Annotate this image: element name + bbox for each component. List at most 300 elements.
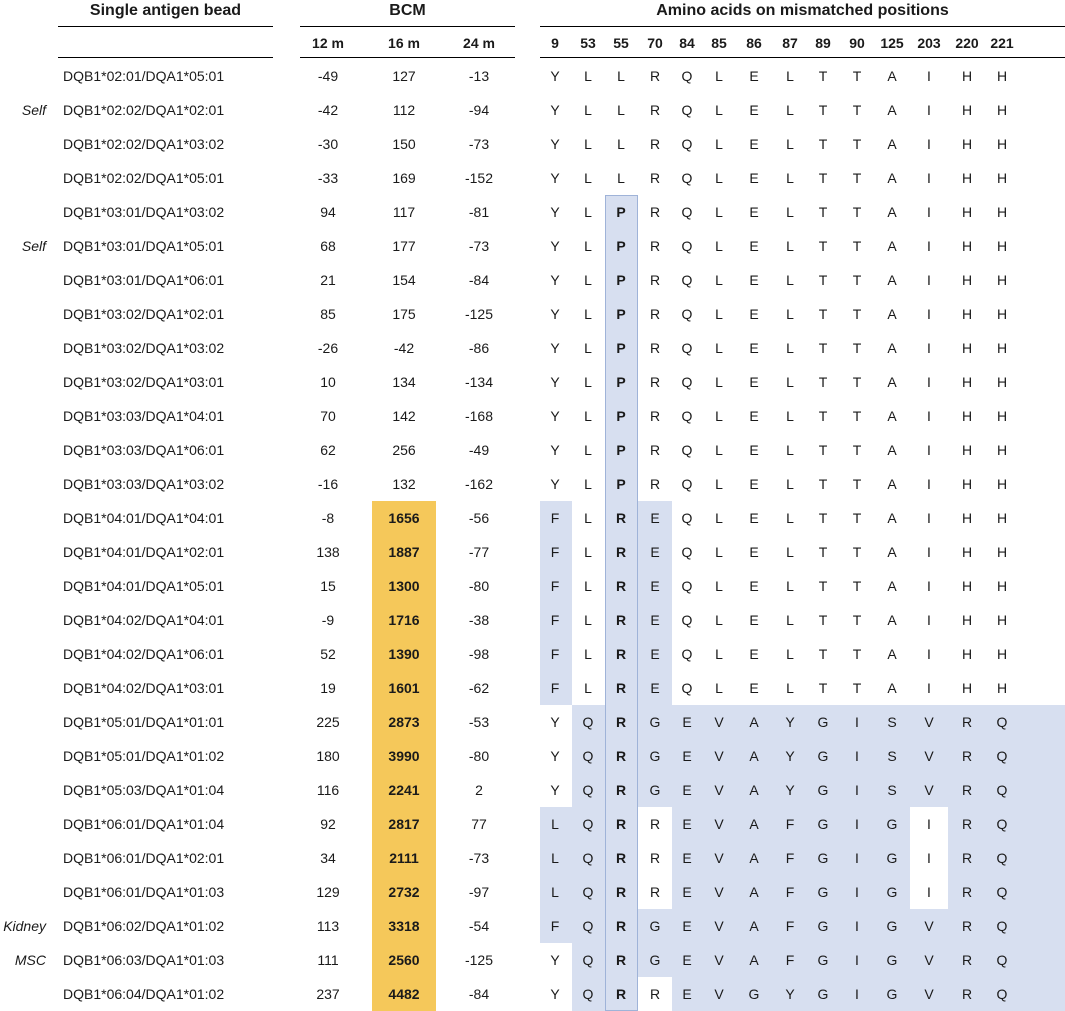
amino-acid-cell: G (649, 748, 661, 764)
amino-acid-cell: R (615, 714, 627, 730)
table-row (0, 195, 1065, 229)
bcm-value-12m: 10 (320, 374, 336, 390)
amino-acid-cell: E (682, 782, 692, 798)
amino-acid-cell: T (818, 612, 828, 628)
amino-acid-cell: A (749, 884, 759, 900)
table-row (0, 739, 1065, 773)
amino-acid-cell: V (714, 782, 724, 798)
amino-acid-cell: A (749, 782, 759, 798)
bcm-value-16m: 154 (392, 272, 416, 288)
table-row (0, 773, 1065, 807)
amino-acid-cell: T (818, 646, 828, 662)
amino-acid-cell: L (584, 646, 592, 662)
amino-acid-cell: G (649, 918, 661, 934)
position-col-header: 85 (711, 35, 727, 51)
amino-acid-cell: Q (681, 408, 693, 424)
amino-acid-cell: H (996, 544, 1008, 560)
amino-acid-cell: V (714, 884, 724, 900)
amino-acid-cell: L (715, 170, 723, 186)
amino-acid-cell: Q (681, 204, 693, 220)
table-row (0, 161, 1065, 195)
amino-acid-cell: Y (785, 986, 795, 1002)
amino-acid-cell: T (852, 170, 862, 186)
amino-acid-cell: E (682, 884, 692, 900)
antigen-name: DQB1*06:04/DQA1*01:02 (63, 986, 225, 1002)
table-row (0, 671, 1065, 705)
bcm-value-12m: 62 (320, 442, 336, 458)
bcm-value-12m: 85 (320, 306, 336, 322)
amino-acid-cell: A (749, 850, 759, 866)
amino-acid-cell: G (817, 748, 829, 764)
amino-acid-cell: I (927, 544, 931, 560)
amino-acid-cell: G (748, 986, 760, 1002)
bcm-value-16m: 127 (392, 68, 416, 84)
amino-acid-cell: T (818, 374, 828, 390)
amino-acid-cell: Q (681, 238, 693, 254)
bcm-value-16m: 132 (392, 476, 416, 492)
amino-acid-cell: Q (681, 578, 693, 594)
table-row (0, 603, 1065, 637)
amino-acid-cell: E (749, 238, 759, 254)
amino-acid-cell: R (615, 782, 627, 798)
bcm-value-16m: 142 (392, 408, 416, 424)
amino-acid-cell: A (749, 748, 759, 764)
position-col-header: 70 (647, 35, 663, 51)
antigen-name: DQB1*05:03/DQA1*01:04 (63, 782, 225, 798)
antigen-name: DQB1*03:03/DQA1*03:02 (63, 476, 225, 492)
amino-acid-cell: G (886, 884, 898, 900)
position-col-header: 221 (990, 35, 1014, 51)
amino-acid-cell: L (786, 510, 794, 526)
amino-acid-cell: V (924, 952, 934, 968)
amino-acid-cell: H (961, 136, 973, 152)
amino-acid-cell: E (749, 680, 759, 696)
amino-acid-cell: Y (550, 306, 560, 322)
amino-acid-cell: H (961, 102, 973, 118)
amino-acid-cell: R (961, 952, 973, 968)
amino-acid-cell: E (682, 952, 692, 968)
amino-acid-cell: I (927, 136, 931, 152)
amino-acid-cell: H (996, 272, 1008, 288)
bcm-value-12m: 34 (320, 850, 336, 866)
amino-acid-cell: Y (550, 408, 560, 424)
amino-acid-cell: Q (681, 612, 693, 628)
amino-acid-cell: L (584, 204, 592, 220)
amino-acid-cell: G (817, 816, 829, 832)
amino-acid-cell: F (785, 884, 795, 900)
bcm-value-16m: 1656 (388, 510, 420, 526)
amino-acid-cell: H (961, 374, 973, 390)
antigen-name: DQB1*04:02/DQA1*03:01 (63, 680, 225, 696)
table-row (0, 433, 1065, 467)
table-row (0, 297, 1065, 331)
amino-acid-cell: I (927, 578, 931, 594)
amino-acid-cell: E (682, 816, 692, 832)
amino-acid-cell: L (715, 204, 723, 220)
amino-acid-cell: R (649, 272, 661, 288)
amino-acid-cell: A (887, 374, 897, 390)
amino-acid-cell: L (617, 68, 625, 84)
amino-acid-cell: H (961, 476, 973, 492)
bcm-value-24m: -162 (464, 476, 494, 492)
amino-acid-cell: T (852, 680, 862, 696)
bcm-value-24m: -84 (468, 986, 490, 1002)
amino-acid-cell: R (649, 816, 661, 832)
bcm-value-12m: 21 (320, 272, 336, 288)
amino-acid-cell: Q (681, 170, 693, 186)
amino-acid-cell: H (961, 646, 973, 662)
amino-acid-cell: L (584, 544, 592, 560)
amino-acid-cell: I (927, 816, 931, 832)
amino-acid-cell: G (817, 714, 829, 730)
amino-acid-cell: G (649, 782, 661, 798)
antigen-name: DQB1*05:01/DQA1*01:02 (63, 748, 225, 764)
amino-acid-cell: L (786, 340, 794, 356)
amino-acid-cell: L (715, 612, 723, 628)
bcm-value-24m: -152 (464, 170, 494, 186)
amino-acid-cell: R (649, 442, 661, 458)
amino-acid-cell: I (855, 884, 859, 900)
amino-acid-cell: I (855, 850, 859, 866)
amino-acid-cell: I (927, 646, 931, 662)
antigen-name: DQB1*03:03/DQA1*04:01 (63, 408, 225, 424)
bcm-value-12m: 113 (316, 918, 340, 934)
amino-acid-cell: T (852, 476, 862, 492)
amino-acid-cell: R (615, 918, 627, 934)
amino-acid-cell: H (996, 408, 1008, 424)
amino-acid-cell: I (927, 680, 931, 696)
row-group-label: Self (21, 102, 46, 118)
antigen-name: DQB1*06:01/DQA1*02:01 (63, 850, 225, 866)
amino-acid-cell: E (650, 510, 660, 526)
position-col-header: 86 (746, 35, 762, 51)
amino-acid-cell: R (961, 816, 973, 832)
amino-acid-cell: A (887, 544, 897, 560)
amino-acid-cell: T (852, 272, 862, 288)
amino-acid-cell: A (887, 170, 897, 186)
amino-acid-cell: Q (996, 816, 1008, 832)
bcm-value-16m: 150 (392, 136, 416, 152)
amino-acid-cell: H (996, 238, 1008, 254)
amino-acid-cell: R (649, 374, 661, 390)
table-row (0, 263, 1065, 297)
antigen-name: DQB1*05:01/DQA1*01:01 (63, 714, 225, 730)
bcm-value-12m: 116 (316, 782, 340, 798)
amino-acid-cell: Q (681, 442, 693, 458)
bcm-col-header: 24 m (463, 35, 495, 51)
amino-acid-cell: H (996, 306, 1008, 322)
amino-acid-cell: V (924, 748, 934, 764)
table-row (0, 59, 1065, 93)
amino-acid-cell: F (785, 850, 795, 866)
amino-acid-cell: T (818, 340, 828, 356)
amino-acid-cell: G (817, 918, 829, 934)
amino-acid-cell: S (887, 748, 897, 764)
amino-acid-cell: R (649, 306, 661, 322)
amino-acid-cell: P (616, 238, 626, 254)
position-col-header: 84 (679, 35, 695, 51)
amino-acid-cell: H (961, 306, 973, 322)
amino-acid-cell: Y (785, 714, 795, 730)
amino-acid-cell: H (996, 646, 1008, 662)
amino-acid-cell: H (996, 612, 1008, 628)
bcm-value-24m: -81 (468, 204, 490, 220)
amino-acid-cell: H (961, 204, 973, 220)
position-col-header: 203 (917, 35, 941, 51)
amino-acid-cell: Q (681, 102, 693, 118)
amino-acid-cell: Q (681, 680, 693, 696)
amino-acid-cell: L (584, 408, 592, 424)
amino-acid-cell: E (749, 578, 759, 594)
amino-acid-cell: T (818, 306, 828, 322)
table-row (0, 841, 1065, 875)
amino-acid-cell: Q (582, 748, 594, 764)
antigen-name: DQB1*04:01/DQA1*04:01 (63, 510, 225, 526)
bcm-value-16m: 1300 (388, 578, 420, 594)
amino-acid-cell: A (887, 68, 897, 84)
bcm-value-24m: -80 (468, 748, 490, 764)
bcm-value-16m: 1887 (388, 544, 420, 560)
amino-acid-cell: E (749, 102, 759, 118)
row-group-label: MSC (14, 952, 46, 968)
amino-acid-cell: L (584, 612, 592, 628)
amino-acid-cell: R (615, 748, 627, 764)
table-row (0, 467, 1065, 501)
bcm-value-12m: -49 (317, 68, 339, 84)
bcm-value-12m: 180 (316, 748, 340, 764)
amino-acid-cell: H (996, 102, 1008, 118)
bcm-value-16m: 1716 (388, 612, 420, 628)
amino-acid-cell: T (818, 680, 828, 696)
amino-acid-cell: E (749, 272, 759, 288)
amino-acid-cell: H (996, 374, 1008, 390)
bcm-value-16m: 2732 (388, 884, 420, 900)
amino-acid-cell: R (649, 476, 661, 492)
amino-acid-cell: R (649, 68, 661, 84)
amino-acid-cell: A (749, 816, 759, 832)
amino-acid-cell: I (927, 272, 931, 288)
bcm-value-16m: 1390 (388, 646, 420, 662)
amino-acid-cell: Q (582, 850, 594, 866)
amino-acid-cell: L (584, 306, 592, 322)
bcm-header: BCM (389, 2, 426, 19)
amino-acid-cell: H (961, 68, 973, 84)
amino-acid-cell: L (715, 442, 723, 458)
amino-acid-cell: G (817, 952, 829, 968)
amino-acid-cell: T (818, 102, 828, 118)
amino-acid-cell: L (584, 136, 592, 152)
amino-acid-cell: R (961, 850, 973, 866)
amino-acid-cell: G (817, 850, 829, 866)
antigen-header: Single antigen bead (89, 2, 242, 19)
amino-acid-cell: R (961, 748, 973, 764)
amino-acids-header: Amino acids on mismatched positions (656, 2, 949, 19)
amino-acid-cell: F (550, 510, 560, 526)
amino-acid-cell: A (887, 408, 897, 424)
antigen-name: DQB1*03:02/DQA1*03:01 (63, 374, 225, 390)
amino-acid-cell: H (996, 476, 1008, 492)
bcm-value-12m: -16 (317, 476, 339, 492)
amino-acid-cell: E (682, 714, 692, 730)
amino-acid-cell: V (714, 850, 724, 866)
bcm-header-rule (300, 26, 515, 27)
bcm-value-16m: 2560 (388, 952, 420, 968)
amino-acid-cell: E (749, 442, 759, 458)
amino-acid-cell: S (887, 714, 897, 730)
amino-acid-cell: Q (681, 272, 693, 288)
amino-acid-cell: H (961, 340, 973, 356)
bcm-value-24m: -73 (468, 850, 490, 866)
bcm-value-24m: -84 (468, 272, 490, 288)
amino-acid-cell: H (996, 578, 1008, 594)
bcm-value-24m: -134 (464, 374, 494, 390)
amino-acid-cell: A (887, 306, 897, 322)
amino-acid-cell: L (584, 374, 592, 390)
antigen-name: DQB1*06:03/DQA1*01:03 (63, 952, 225, 968)
amino-acid-cell: L (715, 646, 723, 662)
amino-acid-cell: L (584, 238, 592, 254)
amino-acid-cell: H (961, 578, 973, 594)
amino-acid-cell: H (996, 680, 1008, 696)
amino-acid-cell: F (550, 918, 560, 934)
amino-acid-cell: L (584, 476, 592, 492)
amino-acid-cell: L (786, 646, 794, 662)
amino-acid-cell: E (682, 850, 692, 866)
amino-acid-cell: L (715, 306, 723, 322)
amino-acid-cell: P (616, 408, 626, 424)
amino-acid-cell: P (616, 272, 626, 288)
amino-acid-cell: Q (582, 782, 594, 798)
amino-acid-cell: T (852, 102, 862, 118)
amino-acid-cell: F (785, 816, 795, 832)
amino-acid-cell: V (714, 918, 724, 934)
amino-acid-cell: L (715, 578, 723, 594)
amino-acid-cell: L (715, 68, 723, 84)
amino-acid-cell: Y (550, 340, 560, 356)
amino-acid-cell: L (786, 442, 794, 458)
amino-acid-cell: R (649, 238, 661, 254)
amino-acid-cell: Q (996, 884, 1008, 900)
amino-acid-cell: R (961, 782, 973, 798)
amino-acid-cell: L (786, 204, 794, 220)
bcm-value-12m: 94 (320, 204, 336, 220)
amino-acid-cell: G (886, 986, 898, 1002)
antigen-name: DQB1*02:02/DQA1*05:01 (63, 170, 225, 186)
amino-acid-cell: L (584, 578, 592, 594)
amino-acid-cell: R (649, 408, 661, 424)
amino-acid-cell: H (996, 170, 1008, 186)
amino-acid-cell: R (649, 884, 661, 900)
amino-subheader-rule (540, 57, 1065, 58)
amino-acid-cell: E (749, 646, 759, 662)
amino-acid-cell: R (615, 850, 627, 866)
amino-acid-cell: H (961, 510, 973, 526)
position-col-header: 89 (815, 35, 831, 51)
bcm-value-24m: -13 (468, 68, 490, 84)
amino-acid-cell: H (961, 612, 973, 628)
amino-acid-cell: L (715, 136, 723, 152)
amino-acid-cell: E (650, 646, 660, 662)
position-col-header: 87 (782, 35, 798, 51)
bcm-value-24m: -77 (468, 544, 490, 560)
amino-acid-cell: E (749, 170, 759, 186)
amino-header-rule (540, 26, 1065, 27)
bcm-value-24m: -125 (464, 952, 494, 968)
bcm-value-16m: 177 (392, 238, 416, 254)
amino-acid-cell: H (996, 136, 1008, 152)
amino-acid-cell: V (924, 782, 934, 798)
table-row (0, 705, 1065, 739)
bcm-value-16m: 3318 (388, 918, 420, 934)
amino-acid-cell: Q (681, 510, 693, 526)
antigen-name: DQB1*02:01/DQA1*05:01 (63, 68, 225, 84)
antigen-name: DQB1*06:01/DQA1*01:04 (63, 816, 225, 832)
table-row (0, 93, 1065, 127)
amino-acid-cell: H (961, 272, 973, 288)
amino-acid-cell: T (852, 544, 862, 560)
amino-acid-cell: Q (582, 986, 594, 1002)
amino-acid-cell: Y (550, 102, 560, 118)
amino-acid-cell: Y (550, 714, 560, 730)
table-row (0, 637, 1065, 671)
amino-acid-cell: T (818, 442, 828, 458)
bcm-value-24m: 77 (471, 816, 487, 832)
amino-acid-cell: L (715, 102, 723, 118)
amino-acid-cell: A (887, 646, 897, 662)
bcm-value-24m: -168 (464, 408, 494, 424)
bcm-value-24m: -38 (468, 612, 490, 628)
table-row (0, 909, 1065, 943)
amino-acid-cell: A (887, 612, 897, 628)
amino-acid-cell: E (749, 306, 759, 322)
amino-acid-cell: L (715, 272, 723, 288)
amino-acid-cell: A (887, 272, 897, 288)
amino-acid-cell: Y (550, 782, 560, 798)
amino-acid-cell: G (886, 850, 898, 866)
amino-acid-cell: I (927, 68, 931, 84)
antigen-name: DQB1*02:02/DQA1*03:02 (63, 136, 225, 152)
amino-acid-cell: I (927, 510, 931, 526)
bcm-value-16m: 2873 (388, 714, 420, 730)
table-row (0, 229, 1065, 263)
amino-acid-cell: G (886, 952, 898, 968)
amino-acid-cell: T (852, 136, 862, 152)
amino-acid-cell: Y (550, 136, 560, 152)
bcm-value-16m: 117 (392, 204, 416, 220)
amino-acid-cell: F (550, 578, 560, 594)
amino-acid-cell: E (749, 612, 759, 628)
bcm-value-16m: 256 (392, 442, 416, 458)
amino-acid-cell: E (749, 374, 759, 390)
amino-acid-cell: L (551, 884, 559, 900)
amino-acid-cell: T (852, 204, 862, 220)
bcm-value-12m: -33 (317, 170, 339, 186)
amino-acid-cell: G (817, 884, 829, 900)
amino-acid-cell: A (749, 714, 759, 730)
position-col-header: 125 (880, 35, 904, 51)
amino-acid-cell: A (887, 340, 897, 356)
amino-acid-cell: F (550, 646, 560, 662)
amino-acid-cell: L (786, 578, 794, 594)
amino-acid-cell: R (615, 544, 627, 560)
amino-acid-cell: A (749, 952, 759, 968)
bcm-value-12m: 15 (320, 578, 336, 594)
amino-acid-cell: A (887, 578, 897, 594)
amino-acid-cell: R (961, 714, 973, 730)
amino-acid-cell: P (616, 204, 626, 220)
bcm-value-16m: 169 (392, 170, 416, 186)
amino-acid-cell: E (650, 680, 660, 696)
